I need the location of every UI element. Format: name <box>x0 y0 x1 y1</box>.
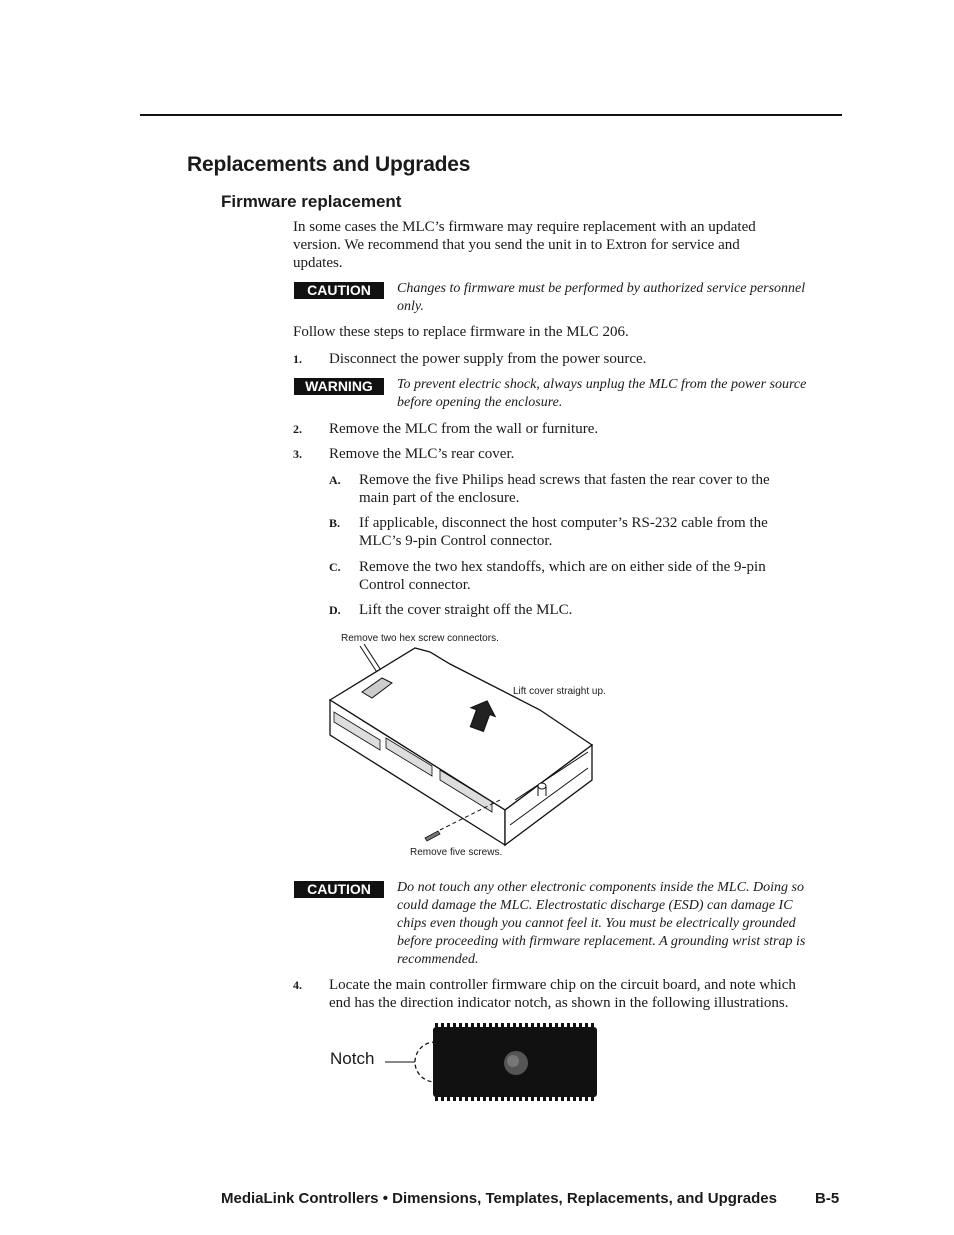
warning-note <box>397 376 806 412</box>
substep-letter: C. <box>329 560 341 574</box>
substep-letter: A. <box>329 473 341 487</box>
substep-text <box>359 514 768 550</box>
substep-letter: B. <box>329 516 341 530</box>
step-text: Remove the MLC’s rear cover. <box>329 446 515 462</box>
caution-badge: CAUTION <box>294 881 384 898</box>
step-line: end has the direction indicator notch, as shown in the following illustrations. <box>329 995 789 1011</box>
intro-line: updates. <box>293 255 343 271</box>
figure-caption-hex: Remove two hex screw connectors. <box>341 633 499 644</box>
warning-badge: WARNING <box>294 378 384 395</box>
substep-text: Lift the cover straight off the MLC. <box>359 602 573 618</box>
figure-caption-screws: Remove five screws. <box>410 847 503 858</box>
section-title: Firmware replacement <box>221 192 402 211</box>
page-title: Replacements and Upgrades <box>187 153 471 176</box>
substep-line: MLC’s 9-pin Control connector. <box>359 533 553 549</box>
intro-line: In some cases the MLC’s firmware may require replacement with an updated <box>293 219 756 235</box>
step-number: 1. <box>293 352 302 366</box>
intro-paragraph <box>293 218 756 272</box>
intro-line: version. We recommend that you send the unit in to Extron for service and <box>293 237 740 253</box>
substep-letter: D. <box>329 603 341 617</box>
caution-line: Do not touch any other electronic components inside the MLC. Doing so <box>397 880 804 895</box>
substep-text <box>359 558 766 594</box>
substep-line: If applicable, disconnect the host computer’s RS-232 cable from the <box>359 515 768 531</box>
caution-line: could damage the MLC. Electrostatic discharge (ESD) can damage IC <box>397 898 793 913</box>
step-number: 3. <box>293 447 302 461</box>
caution-line: before proceeding with firmware replacement. A grounding wrist strap is <box>397 934 806 949</box>
footer-title: MediaLink Controllers • Dimensions, Templates, Replacements, and Upgrades <box>221 1190 777 1207</box>
substep-line: Control connector. <box>359 577 471 593</box>
caution-line: chips even though you cannot feel it. You must be electrically grounded <box>397 916 796 931</box>
step-text: Disconnect the power supply from the power source. <box>329 351 647 367</box>
figure-caption-lift: Lift cover straight up. <box>513 686 606 697</box>
substep-text <box>359 471 770 507</box>
caution-badge: CAUTION <box>294 282 384 299</box>
notch-label: Notch <box>330 1049 375 1068</box>
mlc-enclosure-illustration <box>320 640 610 855</box>
caution-line: only. <box>397 299 424 314</box>
substep-line: Remove the five Philips head screws that fasten the rear cover to the <box>359 472 770 488</box>
step-line: Locate the main controller firmware chip on the circuit board, and note which <box>329 977 796 993</box>
firmware-chip-illustration <box>380 1020 600 1105</box>
warning-line: To prevent electric shock, always unplug the MLC from the power source <box>397 377 807 392</box>
step-number: 2. <box>293 422 302 436</box>
caution-line: Changes to firmware must be performed by authorized service personnel <box>397 281 806 296</box>
caution-line: recommended. <box>397 952 479 967</box>
page-number: B-5 <box>815 1190 840 1207</box>
step-text: Remove the MLC from the wall or furniture. <box>329 421 599 437</box>
caution-note <box>397 280 805 316</box>
follow-text: Follow these steps to replace firmware in the MLC 206. <box>293 324 629 340</box>
step-number: 4. <box>293 978 302 992</box>
warning-line: before opening the enclosure. <box>397 395 563 410</box>
caution-note <box>397 879 805 969</box>
substep-line: main part of the enclosure. <box>359 490 520 506</box>
substep-line: Remove the two hex standoffs, which are on either side of the 9-pin <box>359 559 766 575</box>
header-rule <box>140 114 842 116</box>
step-text <box>329 976 796 1012</box>
